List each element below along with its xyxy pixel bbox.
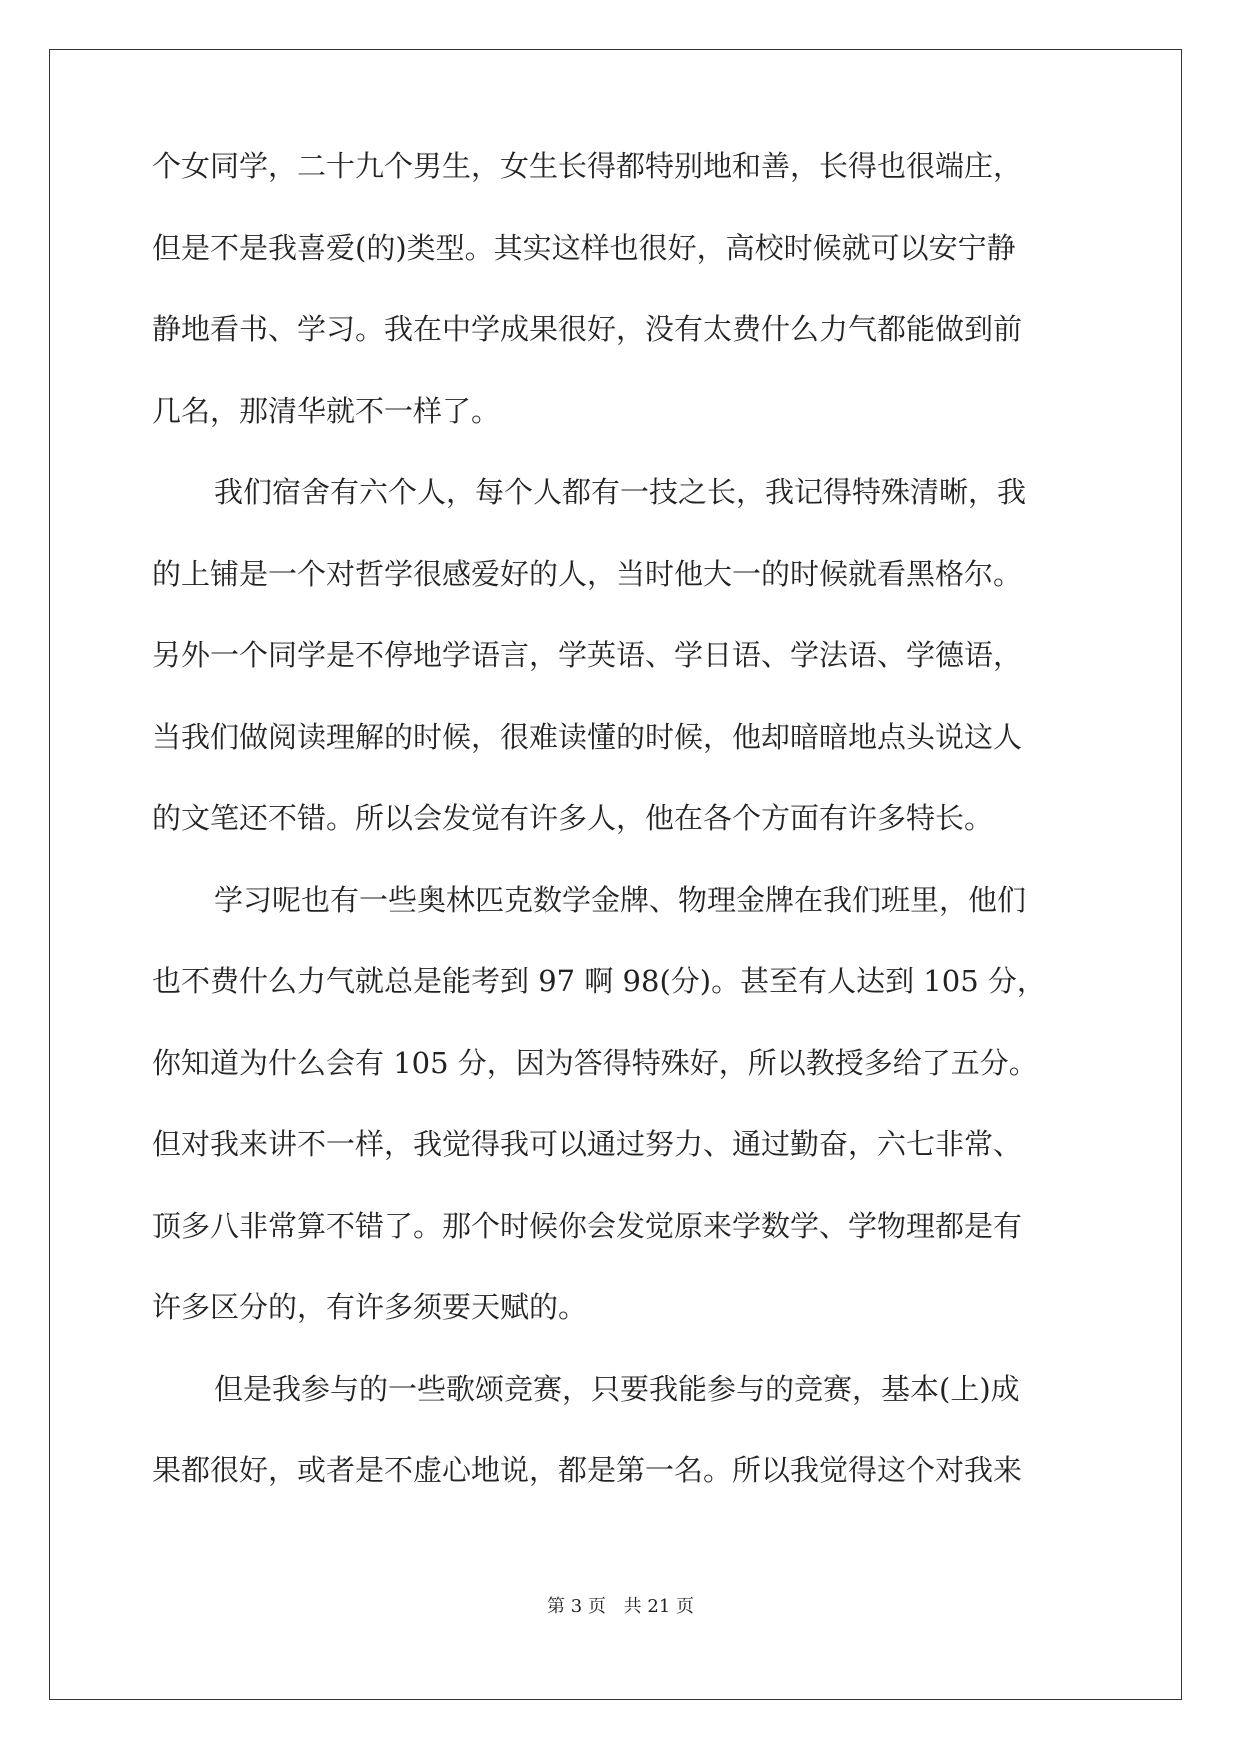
text-line: 顶多八非常算不错了。那个时候你会发觉原来学数学、学物理都是有 (152, 1208, 1023, 1243)
text-line: 但对我来讲不一样，我觉得我可以通过努力、通过勤奋，六七非常、 (152, 1127, 1023, 1161)
text-line: 的文笔还不错。所以会发觉有许多人，他在各个方面有许多特长。 (152, 801, 994, 835)
total-pages: 共 21 页 (623, 1596, 694, 1617)
text-line: 我们宿舍有六个人，每个人都有一技之长，我记得特殊清晰，我 (214, 475, 1027, 509)
page-number: 第 3 页 (547, 1596, 606, 1617)
text-line: 许多区分的，有许多须要天赋的。 (152, 1290, 588, 1324)
text-line: 学习呢也有一些奥林匹克数学金牌、物理金牌在我们班里，他们 (214, 882, 1027, 917)
text-line: 的上铺是一个对哲学很感爱好的人，当时他大一的时候就看黑格尔。 (152, 556, 1023, 591)
text-line: 当我们做阅读理解的时候，很难读懂的时候，他却暗暗地点头说这人 (152, 719, 1023, 754)
text-line: 你知道为什么会有 105 分，因为答得特殊好，所以教授多给了五分。 (152, 1045, 1038, 1080)
text-line: 但是不是我喜爱(的)类型。其实这样也很好，高校时候就可以安宁静 (152, 230, 1016, 265)
text-line: 个女同学，二十九个男生，女生长得都特别地和善，长得也很端庄， (152, 149, 1023, 183)
text-line: 果都很好，或者是不虚心地说，都是第一名。所以我觉得这个对我来 (152, 1453, 1023, 1487)
page-footer (0, 1592, 1241, 1618)
text-line: 几名，那清华就不一样了。 (152, 393, 501, 428)
text-line: 但是我参与的一些歌颂竞赛，只要我能参与的竞赛，基本(上)成 (214, 1371, 1020, 1406)
document-body (152, 149, 1092, 1552)
text-line: 也不费什么力气就总是能考到 97 啊 98(分)。甚至有人达到 105 分， (152, 964, 1046, 998)
text-line: 静地看书、学习。我在中学成果很好，没有太费什么力气都能做到前 (152, 312, 1023, 346)
text-line: 另外一个同学是不停地学语言，学英语、学日语、学法语、学德语， (152, 638, 1023, 672)
